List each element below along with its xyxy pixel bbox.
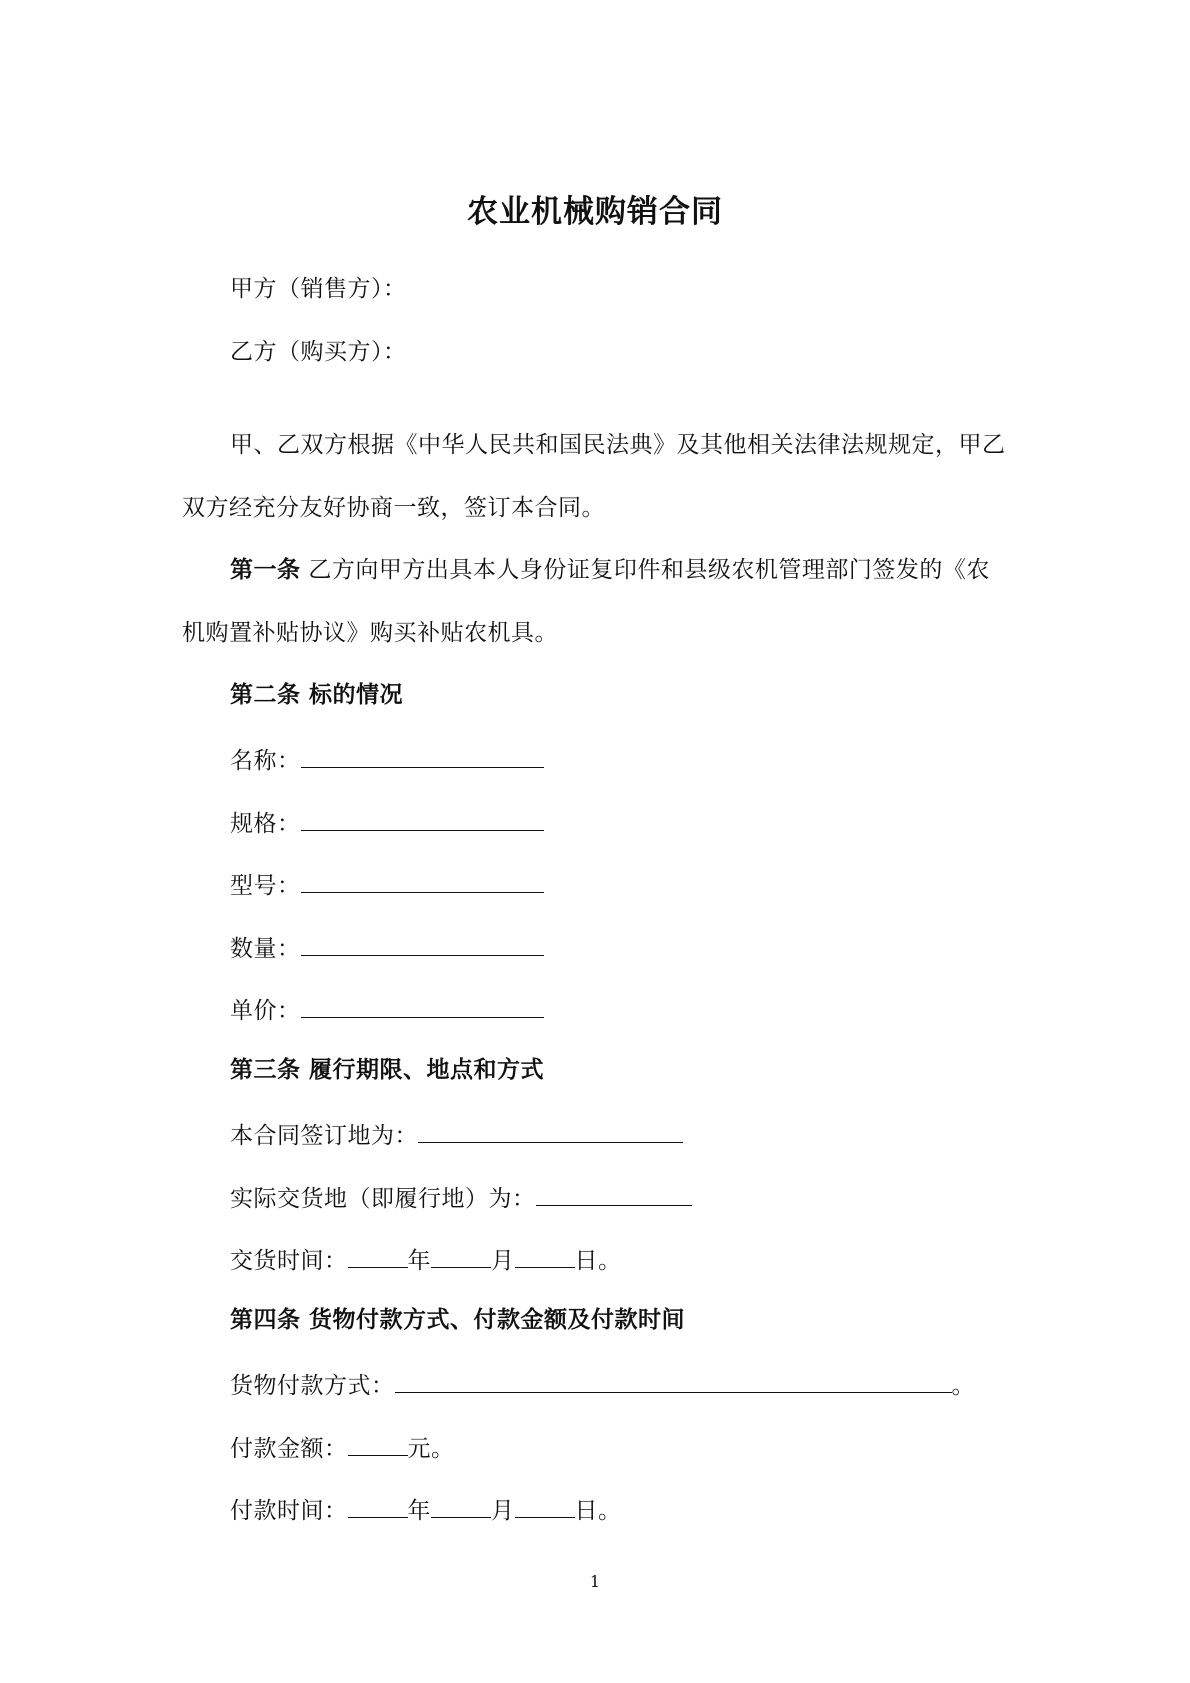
signing-place-label: 本合同签订地为：: [230, 1123, 418, 1149]
payment-amount-row: [230, 1431, 455, 1464]
delivery-month-blank[interactable]: [431, 1243, 491, 1268]
article3-heading: 第三条 履行期限、地点和方式: [230, 1057, 545, 1083]
payment-month-text: 月: [491, 1498, 515, 1524]
party-b-line: 乙方（购买方）：: [230, 339, 407, 365]
delivery-day-text: 日。: [574, 1248, 622, 1274]
payment-method-end: 。: [951, 1373, 975, 1399]
article1-text: 乙方向甲方出具本人身份证复印件和县级农机管理部门签发的《农: [308, 557, 990, 583]
article1-line-1: [230, 555, 990, 585]
delivery-year-blank[interactable]: [348, 1243, 408, 1268]
model-blank[interactable]: [301, 868, 544, 893]
payment-amount-label: 付款金额：: [230, 1436, 348, 1462]
field-row-name: [230, 743, 544, 776]
payment-day-text: 日。: [574, 1498, 622, 1524]
delivery-year-text: 年: [407, 1248, 431, 1274]
field-label-name: 名称：: [230, 748, 301, 774]
unit-price-blank[interactable]: [301, 993, 544, 1018]
payment-method-row: [230, 1368, 975, 1401]
payment-amount-unit: 元。: [407, 1436, 455, 1462]
delivery-place-row: [230, 1181, 692, 1214]
delivery-place-blank[interactable]: [536, 1181, 692, 1206]
field-label-quantity: 数量：: [230, 936, 301, 962]
delivery-time-row: [230, 1243, 622, 1276]
payment-amount-blank[interactable]: [348, 1431, 408, 1456]
field-row-unit-price: [230, 993, 544, 1026]
article1-heading: 第一条: [230, 557, 301, 583]
payment-day-blank[interactable]: [515, 1493, 575, 1518]
payment-time-label: 付款时间：: [230, 1498, 348, 1524]
delivery-time-label: 交货时间：: [230, 1248, 348, 1274]
payment-method-label: 货物付款方式：: [230, 1373, 395, 1399]
preamble-line-1: 甲、乙双方根据《中华人民共和国民法典》及其他相关法律法规规定，甲乙: [230, 432, 1006, 458]
article2-heading: 第二条 标的情况: [230, 682, 404, 708]
name-blank[interactable]: [301, 743, 544, 768]
page-number: 1: [589, 1572, 601, 1591]
payment-time-row: [230, 1493, 622, 1526]
signing-place-row: [230, 1118, 683, 1151]
payment-year-text: 年: [407, 1498, 431, 1524]
payment-year-blank[interactable]: [348, 1493, 408, 1518]
delivery-place-label: 实际交货地（即履行地）为：: [230, 1186, 536, 1212]
signing-place-blank[interactable]: [418, 1118, 683, 1143]
payment-month-blank[interactable]: [431, 1493, 491, 1518]
payment-method-blank[interactable]: [395, 1368, 952, 1393]
article4-heading: 第四条 货物付款方式、付款金额及付款时间: [230, 1307, 686, 1333]
article1-line-2: 机购置补贴协议》购买补贴农机具。: [182, 620, 558, 646]
field-label-spec: 规格：: [230, 811, 301, 837]
delivery-month-text: 月: [491, 1248, 515, 1274]
field-row-quantity: [230, 931, 544, 964]
party-a-line: 甲方（销售方）：: [230, 276, 407, 302]
field-row-model: [230, 868, 544, 901]
field-label-model: 型号：: [230, 873, 301, 899]
delivery-day-blank[interactable]: [515, 1243, 575, 1268]
document-title: 农业机械购销合同: [467, 194, 723, 230]
quantity-blank[interactable]: [301, 931, 544, 956]
spec-blank[interactable]: [301, 806, 544, 831]
field-label-unit-price: 单价：: [230, 998, 301, 1024]
field-row-spec: [230, 806, 544, 839]
preamble-line-2: 双方经充分友好协商一致，签订本合同。: [182, 495, 605, 521]
